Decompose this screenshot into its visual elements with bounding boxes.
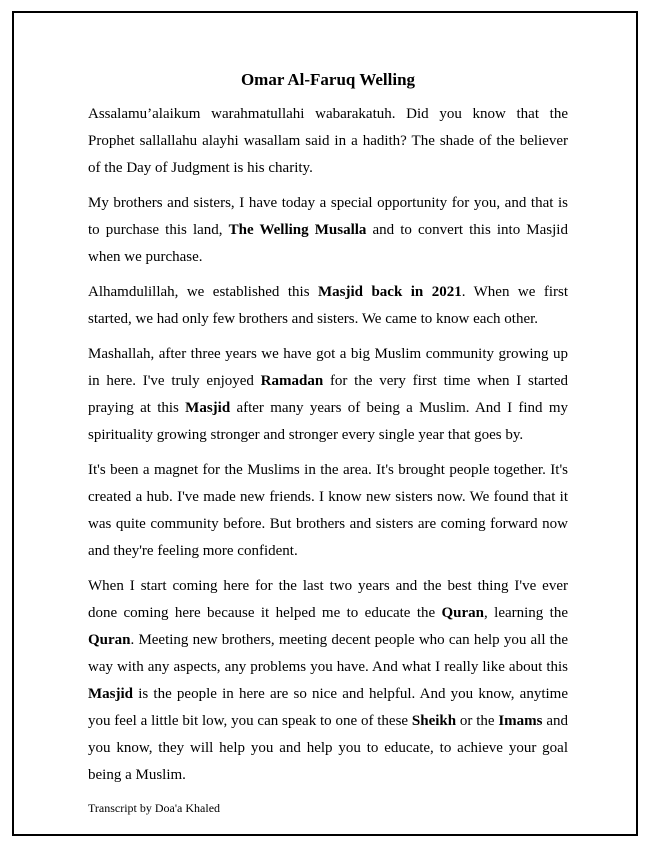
paragraph-text: , learning the (484, 605, 568, 621)
paragraph (88, 190, 568, 271)
bold-text: Masjid back in 2021 (318, 284, 462, 300)
paragraph-text: for the very first time when I started praying at this (88, 373, 568, 416)
bold-text: Quran (441, 605, 485, 621)
bold-text: The Welling Musalla (228, 222, 367, 238)
paragraph-text: or the (456, 713, 499, 729)
paragraph-text: When I start coming here for the last two years and the best thing I've ever done coming here because it helped me to educate the (88, 578, 568, 621)
bold-text: Imams (498, 713, 543, 729)
bold-text: Masjid (185, 400, 231, 416)
paragraph-text: It's been a magnet for the Muslims in the area. It's brought people together. It's created a hub. I've made new friends. I know new sisters now. We found that it was quite community before. But brothers and sisters are coming forward now and they're feeling more confident. (88, 462, 568, 559)
paragraph (88, 341, 568, 449)
paragraph-text: Mashallah, after three years we have got a big Muslim community growing up in here. I've truly enjoyed (88, 346, 568, 389)
paragraph (88, 279, 568, 333)
paragraph-text: My brothers and sisters, I have today a special opportunity for you, and that is to purchase this land, (88, 195, 568, 238)
bold-text: Sheikh (411, 713, 457, 729)
document-page (12, 11, 638, 836)
paragraph-text: Assalamu’alaikum warahmatullahi wabarakatuh. Did you know that the Prophet sallallahu alayhi wasallam said in a hadith? The shade of the believer of the Day of Judgment is his charity. (88, 106, 568, 176)
document-body (88, 69, 568, 816)
paragraph-text: after many years of being a Muslim. And I find my spirituality growing stronger and stronger every single year that goes by. (88, 400, 568, 443)
paragraph (88, 101, 568, 182)
paragraph-text: . Meeting new brothers, meeting decent people who can help you all the way with any aspects, any problems you have. And what I really like about this (88, 632, 568, 675)
bold-text: Ramadan (260, 373, 324, 389)
paragraph-text: is the people in here are so nice and helpful. And you know, anytime you feel a little bit low, you can speak to one of these (88, 686, 568, 729)
paragraph-text: and to convert this into Masjid when we purchase. (88, 222, 568, 265)
paragraph-text: and you know, they will help you and help you to educate, to achieve your goal being a Muslim. (88, 713, 568, 783)
bold-text: Masjid (88, 686, 133, 702)
paragraph-text: Alhamdulillah, we established this (88, 284, 319, 300)
paragraph-text: . When we first started, we had only few brothers and sisters. We came to know each other. (88, 284, 569, 327)
paragraph (88, 457, 568, 565)
paragraph-list (88, 101, 568, 789)
bold-text: Quran (88, 632, 131, 648)
transcript-credit: Transcript by Doa'a Khaled (88, 801, 221, 815)
paragraph (88, 573, 568, 789)
document-title: Omar Al-Faruq Welling (240, 70, 416, 89)
